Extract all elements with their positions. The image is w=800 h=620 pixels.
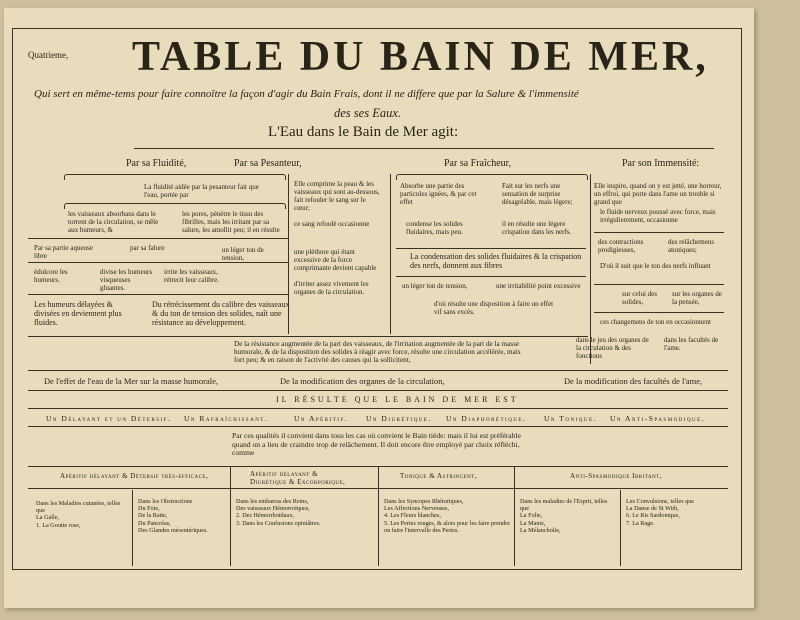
pesanteur-a: Elle comprime la peau & les vaisseaux qui sont au-dessous, fait refouler le sang sur le cœur; <box>294 180 380 212</box>
pesanteur-d: d'irriter assez vivement les organes de la circulation. <box>294 280 369 296</box>
edition-label: Quatrieme, <box>28 50 69 60</box>
fluidite-i: irrite les vaisseaux, rétrecit leur calibre. <box>164 268 219 284</box>
col-items-convulsions: Les Convulsions, telles que La Danse de St With, 6. Le Ris Sardonique, 7. La Rage. <box>626 498 695 527</box>
col-head-tonique: Tonique & Astringent, <box>400 472 478 480</box>
col-head-anti-spasmodique: Anti-Spasmodique Irritant, <box>570 472 663 480</box>
fraicheur-b: Fait sur les nerfs une sensation de surprise désagréable, mais légere; <box>502 182 573 206</box>
head-fluidite: Par sa Fluidité, <box>126 158 187 169</box>
fraicheur-a: Absorbe une partie des particules ignées, & par cet effet <box>400 182 477 206</box>
col-items-obstructions: Dans les Obstructions Du Foie, De la Ratte, Du Pancréas, Des Glandes mésentériques. <box>138 498 208 534</box>
kind-diuretique: Un Diurétique. <box>366 414 432 423</box>
subtitle-line-1: Qui sert en même-tems pour faire connoître la façon d'agir du Bain Frais, dont il ne differe que par la Salure & l'immensité <box>34 88 579 100</box>
fluidite-d: Par sa partie aqueuse libre <box>34 244 93 260</box>
fraicheur-f: un léger ton de tension, <box>402 282 468 290</box>
head-fraicheur: Par sa Fraîcheur, <box>444 158 512 169</box>
col-items-syncopes: Dans les Syncopes Rhétoriques, Les Affections Nerveuses, 4. Les Fleurs blanches, 5. Les Pertes rouges, & alors pour les faire prendre ou faire l'intervalle des Pertes. <box>384 498 510 534</box>
kind-diaphoretique: Un Diaphorétique. <box>446 414 527 423</box>
col-items-esprit: Dans les maladies de l'Esprit, telles que La Folie, La Manie, La Mélancholie, <box>520 498 608 534</box>
col-head-aperitif-delayant: Apéritif délayant & Détersif très-efficace, <box>60 472 209 480</box>
immensite-a: Elle inspire, quand on y est jetté, une horreur, un effroi, qui porte dans l'ame un trouble si grand que <box>594 182 722 206</box>
immensite-b: le fluide nerveux poussé avec force, mais irrégulierement, occasionne <box>600 208 716 224</box>
subtitle-line-2: des ses Eaux. <box>334 106 401 120</box>
col-items-cutanees: Dans les Maladies cutanées, telles que La Galle, 1. La Goutte rose, <box>36 500 121 529</box>
immensite-g: sur les organes de la pensée, <box>672 290 722 306</box>
lead-heading: L'Eau dans le Bain de Mer agit: <box>268 124 459 140</box>
head-pesanteur: Par sa Pesanteur, <box>234 158 302 169</box>
fluidite-b: les vaisseaux absorbans dans le torrent de la circulation, se mêle aux humeurs, & <box>68 210 159 234</box>
immensite-e: D'où il suit que le ton des nerfs influant <box>600 262 711 270</box>
fraicheur-d: il en résulte une légere crispation dans les nerfs. <box>502 220 572 236</box>
immensite-j: dans les facultés de l'ame. <box>664 336 719 352</box>
immensite-c: des contractions prodigieuses, <box>598 238 644 254</box>
immensite-i: dans le jeu des organes de la circulation & des fonctions <box>576 336 649 360</box>
document-sheet <box>4 8 754 608</box>
kind-aperitif: Un Apéritif. <box>294 414 349 423</box>
fraicheur-c: condense les solides fluidaires, mais peu. <box>406 220 463 236</box>
result-line: IL RÉSULTE QUE LE BAIN DE MER EST <box>276 395 519 404</box>
fluidite-k: Du rétrécissement du calibre des vaisseaux & du ton de tension des solides, naît une résistance au développement. <box>152 300 290 327</box>
fluidite-j: Les humeurs délayées & divisées en deviennent plus fluides. <box>34 300 122 327</box>
fraicheur-e: La condensation des solides fluidaires & la crispation des nerfs, donnent aux fibres <box>410 252 582 270</box>
pesanteur-c: une pléthore qui étant excessive de la force comprimante devient capable <box>294 248 377 272</box>
kind-delayant: Un Délayant et un Détersif. <box>46 414 172 423</box>
col-items-reins: Dans les embarras des Reins, Des vaisseaux Hémorroïques, 2. Des Hémorrhoïdaux, 3. Dans les Confusions opiniâtres. <box>236 498 321 527</box>
kind-tonique: Un Tonique. <box>544 414 597 423</box>
immensite-d: des relâchemens atoniques; <box>668 238 715 254</box>
top-divider <box>134 148 714 149</box>
fluidite-c: les pores, pénètre le tissu des fibrilles, mais les irritant par sa salure, les amollit peu; il en résulte <box>182 210 280 234</box>
fraicheur-g: une irritabilité point excessive <box>496 282 581 290</box>
fluidite-h: divise les humeurs visqueuses gluantes. <box>100 268 153 292</box>
resistance-paragraph: De la résistance augmentée de la part des vaisseaux, de l'irritation augmentée de la part de la masse humorale, & de la disposition des solides à réagir avec force, résulte une circulation accélérée, mais fort peu; & en raison de l'activité des causes qui la sollicitent, <box>234 340 521 365</box>
kind-rafraichissant: Un Rafraîchissant. <box>184 414 269 423</box>
fluidite-g: édulcore les humeurs. <box>34 268 68 284</box>
effect-humorale: De l'effet de l'eau de la Mer sur la masse humorale, <box>44 376 219 386</box>
fluidite-a: La fluidité aidée par la pesanteur fait que l'eau, portée par <box>144 183 259 199</box>
head-immensite: Par son Immensité: <box>622 158 700 169</box>
effect-ame: De la modification des facultés de l'ame, <box>564 376 703 386</box>
fraicheur-h: d'où résulte une disposition à faire un effet vif sans excès. <box>434 300 554 316</box>
col-head-aperitif-diuretique: Apéritif délayant & Diurétique & Excorporique, <box>250 470 346 486</box>
immensite-h: ces changemens de ton en occasionnent <box>600 318 711 326</box>
fluidite-f: un léger ton de tension, <box>222 246 264 262</box>
page-title: TABLE DU BAIN DE MER, <box>132 34 709 80</box>
immensite-f: sur celui des solides, <box>622 290 657 306</box>
pesanteur-b: ce sang refoulé occasionne <box>294 220 370 228</box>
qualities-paragraph: Par ces qualités il convient dans tous les cas où convient le Bain tiède: mais il lui est préférable quand on a lieu de craindre trop de relâchement. Il doit encore être employé par choix réfléchi, comme <box>232 431 521 458</box>
kind-anti-spasmodique: Un Anti-Spasmodique. <box>610 414 706 423</box>
fluidite-e: par sa falure <box>130 244 165 252</box>
effect-circulation: De la modification des organes de la circulation, <box>280 376 445 386</box>
